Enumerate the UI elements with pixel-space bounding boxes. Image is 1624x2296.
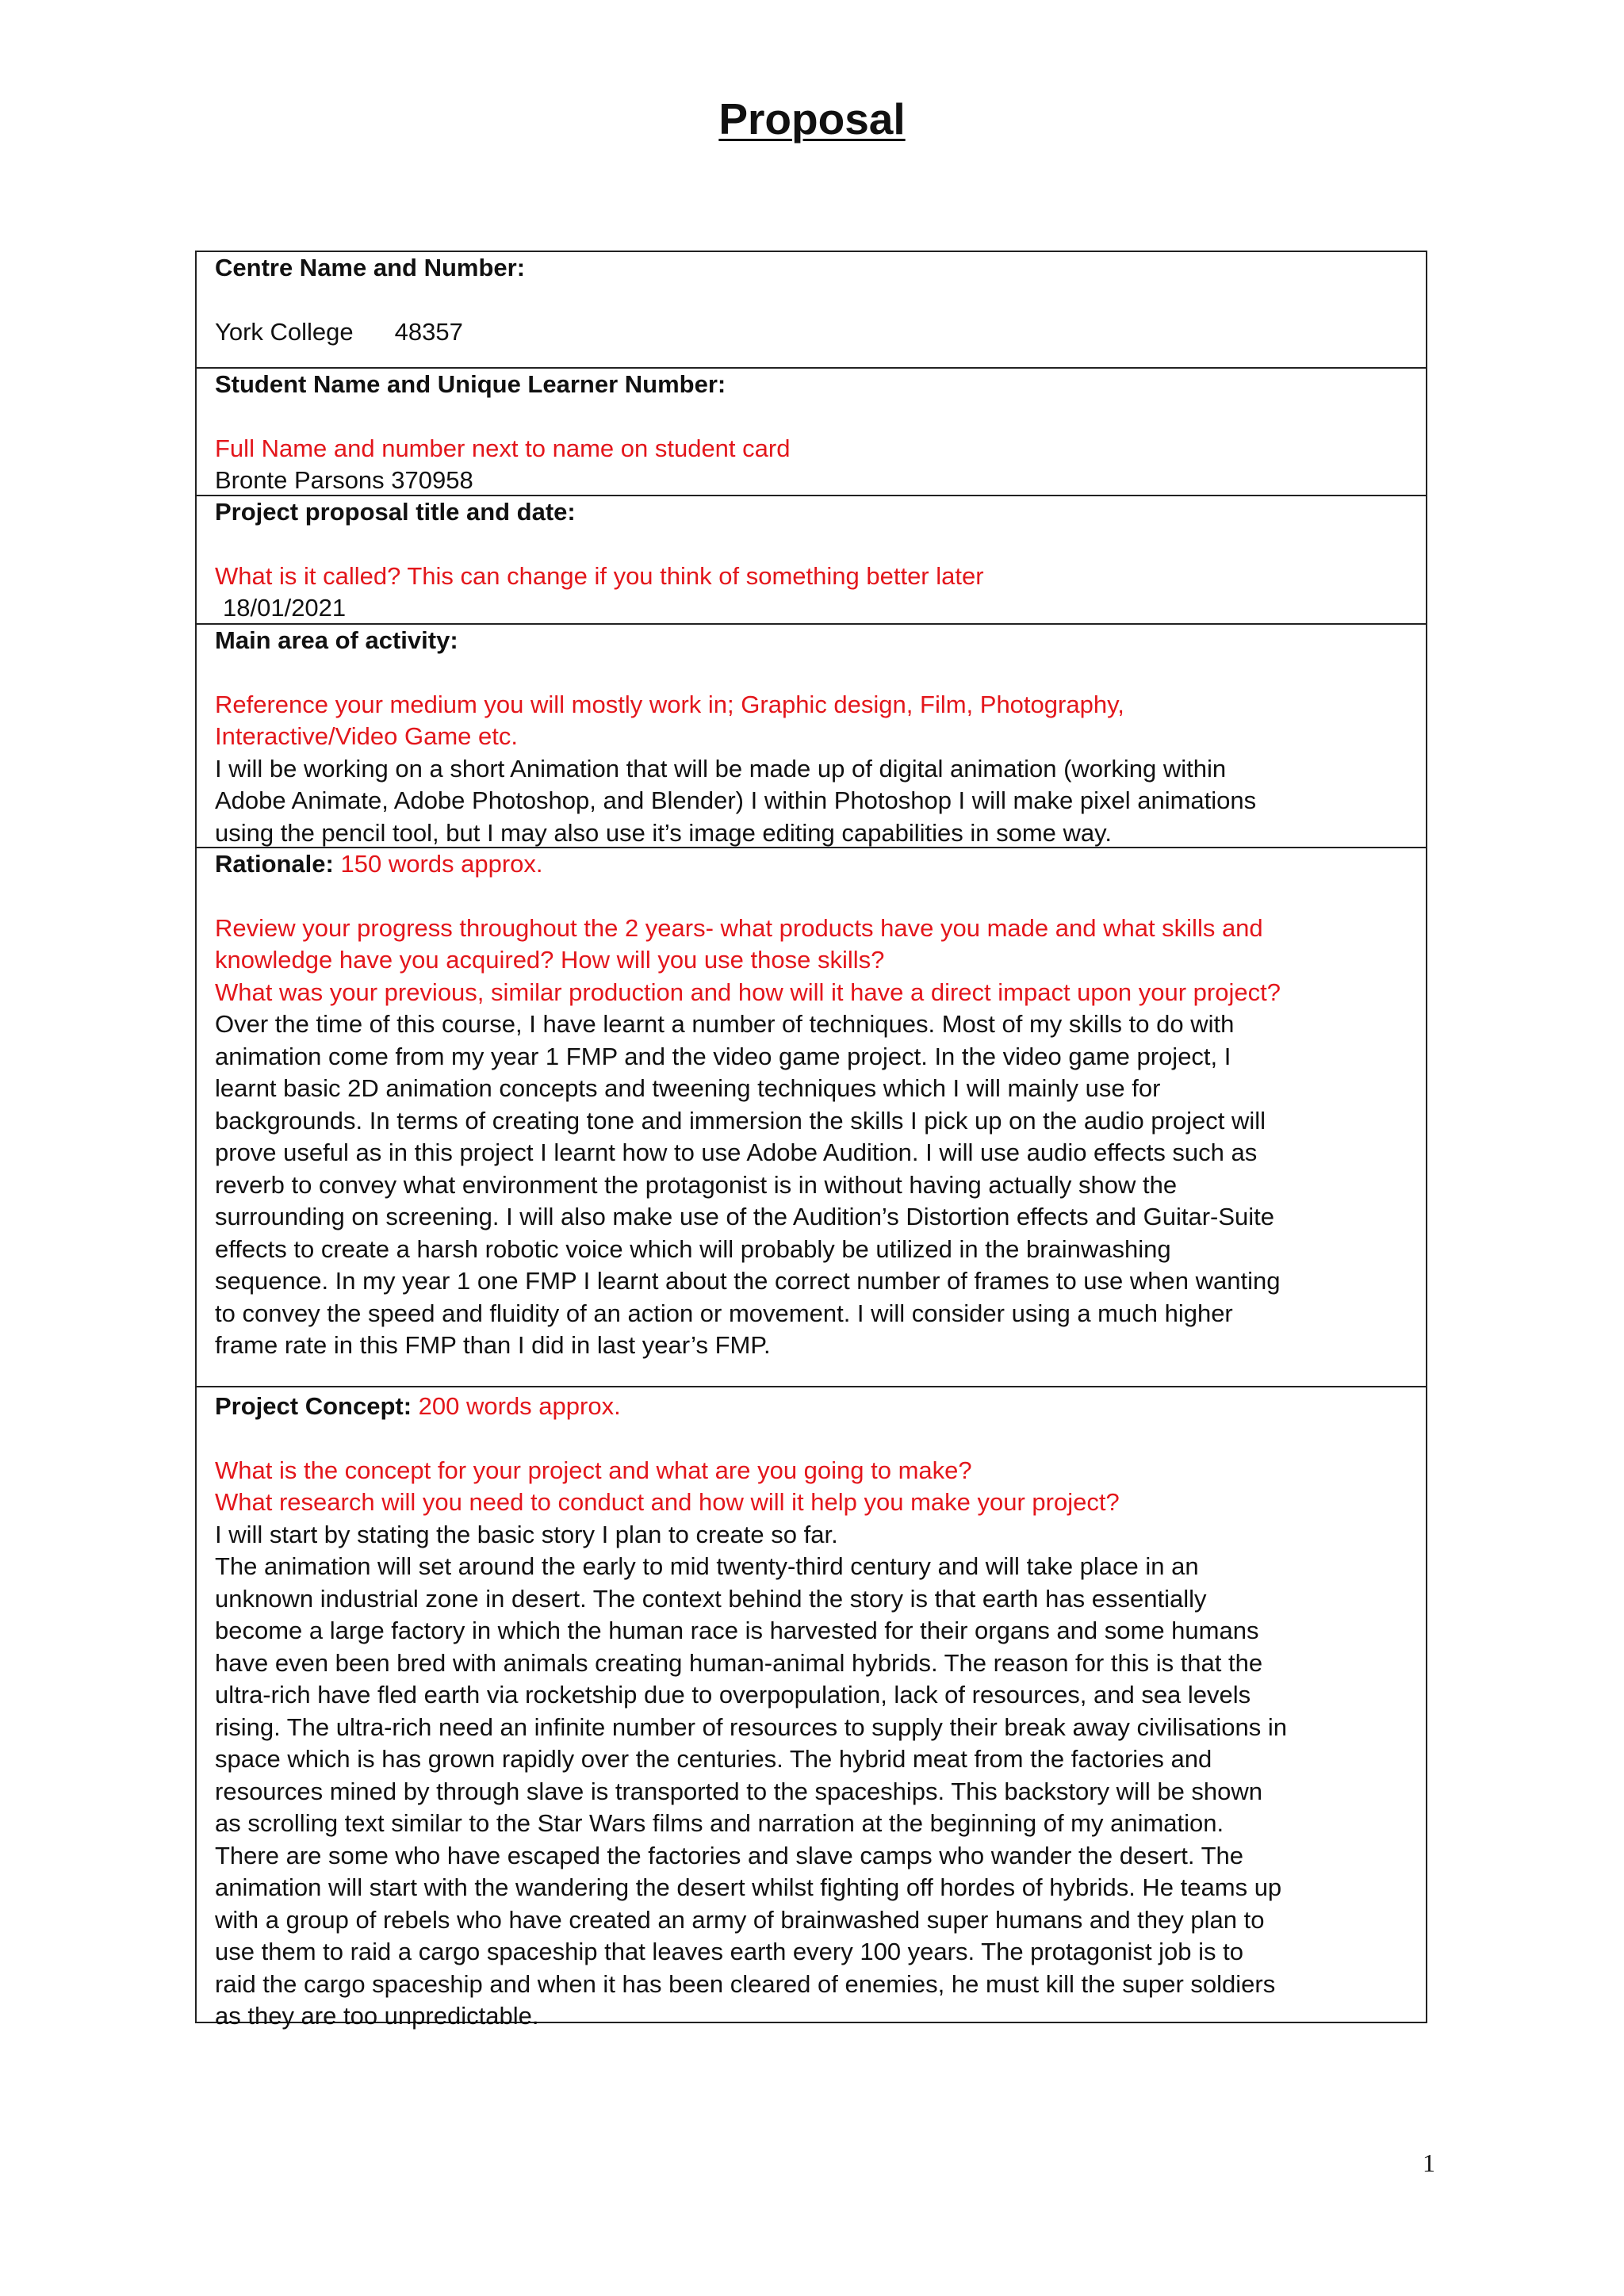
rationale-body-line: effects to create a harsh robotic voice which will probably be utilized in the brainwashing [215,1234,1171,1263]
student-hint: Full Name and number next to name on student card [215,434,791,462]
rationale-body-line: animation come from my year 1 FMP and the video game project. In the video game project, I [215,1042,1231,1070]
title-date-section [197,496,1426,625]
student-value: Bronte Parsons 370958 [215,466,473,494]
rationale-body-line: Over the time of this course, I have learnt a number of techniques. Most of my skills to do with [215,1010,1235,1038]
concept-body-line: resources mined by through slave is transported to the spaceships. This backstory will be shown [215,1777,1263,1805]
rationale-word-count: 150 words approx. [340,850,543,878]
concept-label: Project Concept: [215,1392,412,1420]
concept-body-line: unknown industrial zone in desert. The context behind the story is that earth has essentially [215,1584,1207,1613]
concept-body-line: with a group of rebels who have created an army of brainwashed super humans and they plan to [215,1905,1265,1934]
activity-body-line: using the pencil tool, but I may also use it’s image editing capabilities in some way. [215,818,1112,847]
activity-body-line: Adobe Animate, Adobe Photoshop, and Blender) I within Photoshop I will make pixel animations [215,786,1257,814]
rationale-body-line: to convey the speed and fluidity of an action or movement. I will consider using a much higher [215,1299,1233,1327]
concept-body-line: The animation will set around the early to mid twenty-third century and will take place in an [215,1552,1199,1580]
title-date-label: Project proposal title and date: [215,498,576,526]
concept-section [197,1387,1426,2030]
rationale-heading [215,848,1408,881]
rationale-body-line: reverb to convey what environment the protagonist is in without having actually show the [215,1170,1178,1199]
concept-body-line: animation will start with the wandering the desert whilst fighting off hordes of hybrids. He teams up [215,1873,1282,1901]
rationale-hint-line: Review your progress throughout the 2 years- what products have you made and what skills and [215,913,1263,942]
concept-hint-line: What is the concept for your project and what are you going to make? [215,1456,972,1484]
centre-number: 48357 [394,317,463,346]
concept-body-line: ultra-rich have fled earth via rocketship due to overpopulation, lack of resources, and sea levels [215,1681,1251,1709]
centre-section [197,252,1426,369]
activity-hint-line: Interactive/Video Game etc. [215,722,518,750]
rationale-body-line: sequence. In my year 1 one FMP I learnt about the correct number of frames to use when wanting [215,1267,1281,1295]
activity-label: Main area of activity: [215,626,458,654]
rationale-body-line: frame rate in this FMP than I did in last year’s FMP. [215,1331,771,1359]
concept-body-line: become a large factory in which the human race is harvested for their organs and some humans [215,1617,1259,1644]
title-date-value: 18/01/2021 [223,594,347,622]
concept-body-line: as they are too unpredictable. [215,2002,539,2030]
concept-word-count: 200 words approx. [418,1392,621,1420]
concept-body-line: space which is has grown rapidly over the centuries. The hybrid meat from the factories and [215,1745,1212,1773]
activity-body-line: I will be working on a short Animation that will be made up of digital animation (working within [215,754,1227,783]
rationale-hint-line: What was your previous, similar production and how will it have a direct impact upon your project? [215,978,1281,1006]
concept-body-line: There are some who have escaped the factories and slave camps who wander the desert. The [215,1841,1243,1869]
activity-hint-line: Reference your medium you will mostly work in; Graphic design, Film, Photography, [215,690,1124,718]
centre-label: Centre Name and Number: [215,254,526,281]
activity-section [197,625,1426,848]
concept-body-line: as scrolling text similar to the Star Wars films and narration at the beginning of my animation. [215,1809,1224,1837]
centre-value [215,316,1408,349]
page-number: 1 [1423,2149,1435,2177]
centre-name: York College [215,317,354,346]
rationale-body-line: surrounding on screening. I will also make use of the Audition’s Distortion effects and Guitar-Suite [215,1203,1275,1230]
concept-hint-line: What research will you need to conduct and how will it help you make your project? [215,1488,1120,1516]
concept-body-line: I will start by stating the basic story I plan to create so far. [215,1520,838,1548]
page-title: Proposal [718,94,906,144]
rationale-section [197,848,1426,1387]
proposal-form-table [195,251,1427,2030]
student-section [197,369,1426,496]
rationale-body-line: prove useful as in this project I learnt how to use Adobe Audition. I will use audio effects such as [215,1138,1258,1166]
rationale-label: Rationale: [215,850,334,878]
rationale-body-line: learnt basic 2D animation concepts and tweening techniques which I will mainly use for [215,1074,1161,1102]
concept-body-line: rising. The ultra-rich need an infinite number of resources to supply their break away civilisations in [215,1712,1288,1741]
concept-body-line: raid the cargo spaceship and when it has been cleared of enemies, he must kill the super soldiers [215,1969,1276,1998]
rationale-hint-line: knowledge have you acquired? How will you use those skills? [215,946,885,974]
rationale-body-line: backgrounds. In terms of creating tone and immersion the skills I pick up on the audio project will [215,1106,1266,1135]
student-label: Student Name and Unique Learner Number: [215,370,726,398]
title-date-hint: What is it called? This can change if you think of something better later [215,561,984,590]
concept-body-line: use them to raid a cargo spaceship that leaves earth every 100 years. The protagonist job is to [215,1938,1244,1965]
concept-body-line: have even been bred with animals creating human-animal hybrids. The reason for this is that the [215,1648,1263,1677]
concept-heading [215,1391,1408,1423]
